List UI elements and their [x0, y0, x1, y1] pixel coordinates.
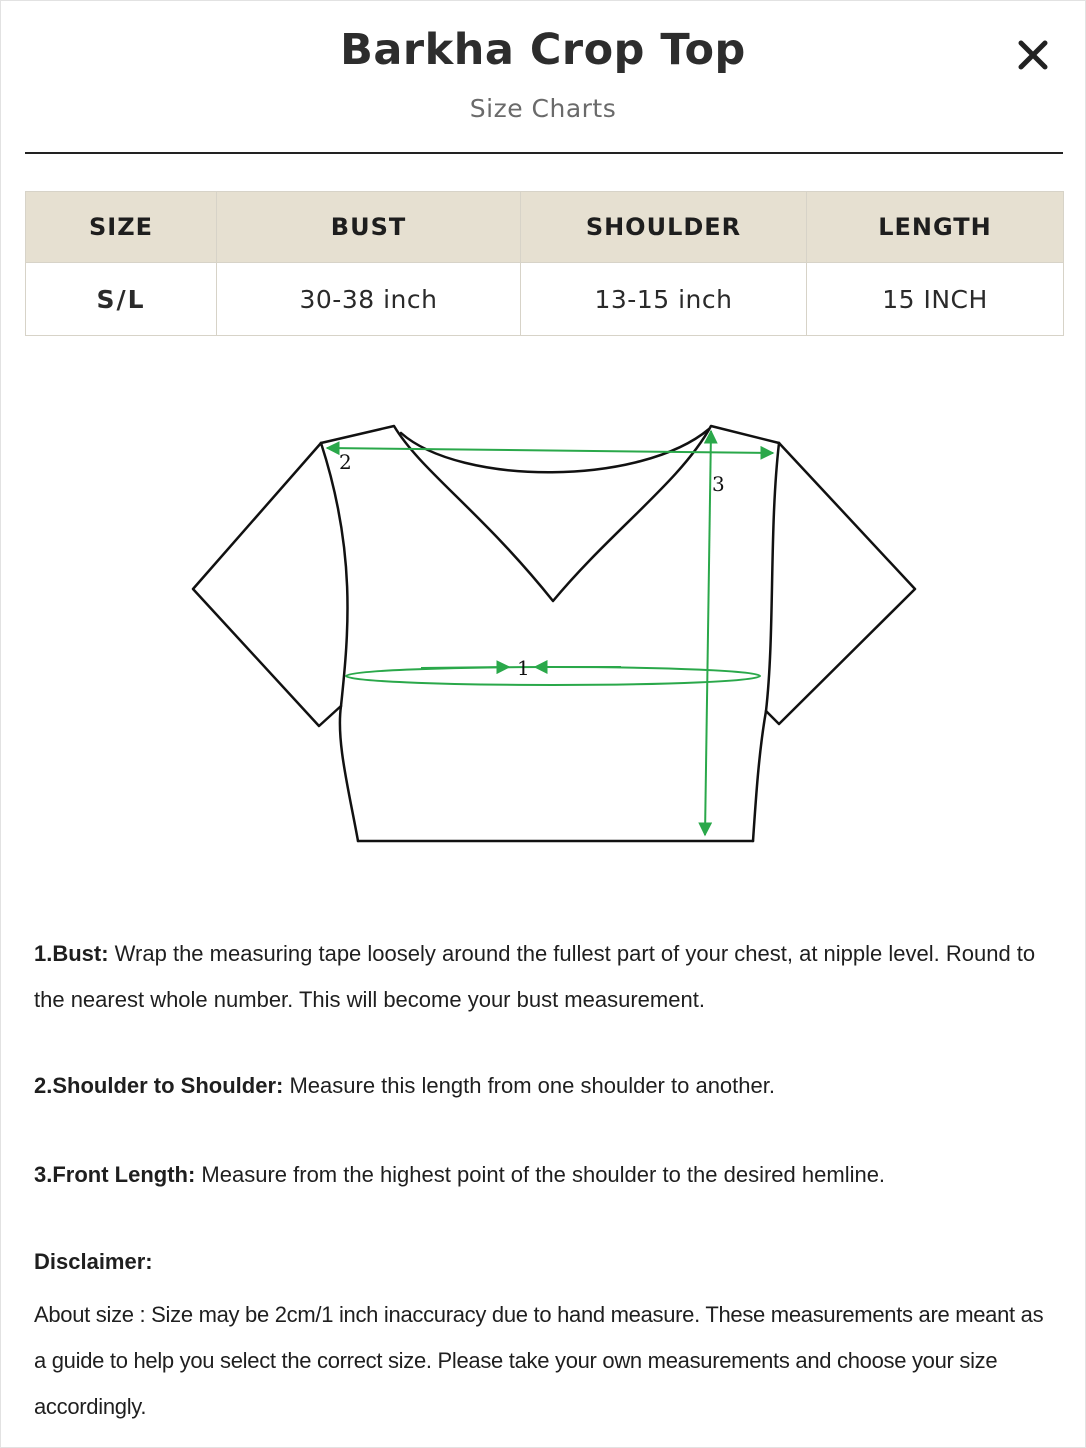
diagram-label-1: 1: [517, 656, 530, 680]
bust-measure-ellipse: [346, 667, 760, 685]
page-subtitle: Size Charts: [469, 94, 617, 123]
note-length-label: 3.Front Length:: [34, 1162, 196, 1187]
note-shoulder-label: 2.Shoulder to Shoulder:: [34, 1073, 284, 1098]
cell-length: 15 INCH: [807, 263, 1064, 336]
shoulder-measure-line: [327, 448, 773, 453]
column-header-bust: BUST: [217, 192, 521, 263]
diagram-label-3: 3: [712, 472, 725, 496]
cell-bust: 30-38 inch: [217, 263, 521, 336]
cell-size: S/L: [26, 263, 217, 336]
note-shoulder-text: Measure this length from one shoulder to another.: [283, 1073, 775, 1098]
table-row: [26, 263, 1064, 336]
header-divider: [25, 152, 1063, 154]
garment-outline: [193, 426, 915, 841]
diagram-label-2: 2: [339, 450, 352, 474]
cell-shoulder: 13-15 inch: [521, 263, 807, 336]
column-header-size: SIZE: [26, 192, 217, 263]
note-length: [34, 1152, 885, 1198]
crop-top-measurement-diagram: [181, 411, 931, 861]
disclaimer-title: Disclaimer:: [34, 1249, 153, 1274]
note-length-text: Measure from the highest point of the shoulder to the desired hemline.: [195, 1162, 886, 1187]
size-table: [25, 191, 1064, 336]
page-title: Barkha Crop Top: [340, 25, 746, 75]
column-header-length: LENGTH: [807, 192, 1064, 263]
note-shoulder: [34, 1063, 775, 1109]
close-icon: [1009, 31, 1057, 79]
note-bust-label: 1.Bust:: [34, 941, 109, 966]
bust-arrow-left: [421, 667, 509, 668]
note-bust-text: Wrap the measuring tape loosely around the fullest part of your chest, at nipple level. Round to the nearest whole number. This will become your bust measurement.: [34, 941, 1036, 1012]
table-header-row: [26, 192, 1064, 263]
column-header-shoulder: SHOULDER: [521, 192, 807, 263]
close-button[interactable]: [1009, 31, 1057, 79]
length-measure-line: [705, 431, 711, 835]
note-bust: [34, 931, 1054, 1023]
disclaimer-text: About size : Size may be 2cm/1 inch inaccuracy due to hand measure. These measurements are meant as a guide to help you select the correct size. Please take your own measurements and choose your size accordingly.: [34, 1302, 1044, 1419]
